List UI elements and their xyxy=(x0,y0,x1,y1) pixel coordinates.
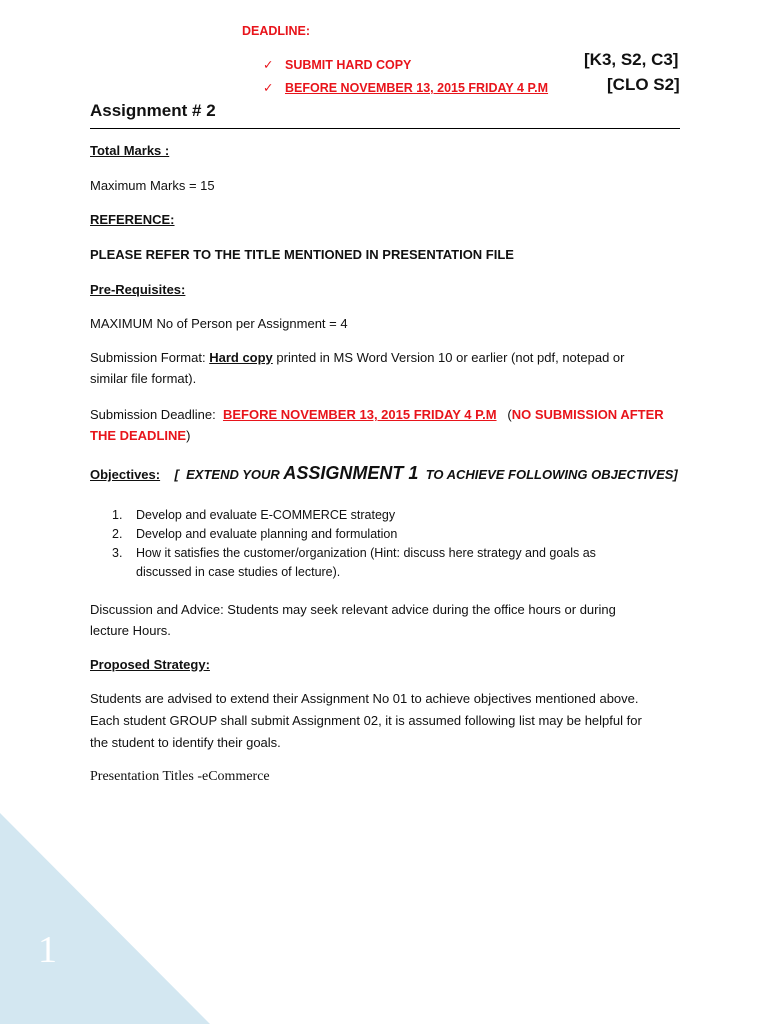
corner-decoration xyxy=(0,813,210,1024)
deadline-bullet-2-text: BEFORE NOVEMBER 13, 2015 FRIDAY 4 P.M xyxy=(285,81,549,95)
objectives-list xyxy=(90,506,680,582)
list-item xyxy=(90,525,680,544)
list-item-text: Develop and evaluate E-COMMERCE strategy xyxy=(136,508,396,522)
page-title: Assignment # 2 xyxy=(90,101,216,120)
list-item-text-cont: discussed in case studies of lecture). xyxy=(136,565,341,579)
paren-close: ) xyxy=(186,428,191,443)
maximum-marks: Maximum Marks = 15 xyxy=(90,178,215,193)
list-item xyxy=(90,506,680,525)
reference-text: PLEASE REFER TO THE TITLE MENTIONED IN PRESENTATION FILE xyxy=(90,247,514,262)
tag-k3-s2-c3: [K3, S2, C3] xyxy=(584,50,679,69)
total-marks-label: Total Marks : xyxy=(90,143,170,158)
prereq-label: Pre-Requisites: xyxy=(90,282,186,297)
objectives-tail: TO ACHIEVE FOLLOWING OBJECTIVES] xyxy=(425,467,678,482)
discussion-line-2: lecture Hours. xyxy=(90,623,171,638)
list-number: 2. xyxy=(112,527,123,541)
proposed-line-3: the student to identify their goals. xyxy=(90,735,281,750)
objectives-big: ASSIGNMENT 1 xyxy=(283,463,419,483)
submission-format-label: Submission Format: xyxy=(90,350,206,365)
objectives-heading xyxy=(90,463,678,484)
title-divider xyxy=(90,128,680,129)
list-item-text: How it satisfies the customer/organization (Hint: discuss here strategy and goals as xyxy=(136,546,596,560)
proposed-strategy-label: Proposed Strategy: xyxy=(90,657,210,672)
checkmark-icon: ✓ xyxy=(263,81,274,95)
deadline-bullet-1-text: SUBMIT HARD COPY xyxy=(285,58,412,72)
reference-label: REFERENCE: xyxy=(90,212,175,227)
no-submission-note-2: THE DEADLINE xyxy=(90,428,187,443)
no-submission-note-1: NO SUBMISSION AFTER xyxy=(511,407,664,422)
proposed-line-2: Each student GROUP shall submit Assignment 02, it is assumed following list may be helpful for xyxy=(90,713,642,728)
submission-format xyxy=(90,347,680,389)
list-item-text: Develop and evaluate planning and formulation xyxy=(136,527,398,541)
deadline-label: DEADLINE: xyxy=(242,24,311,38)
discussion-line-1: Discussion and Advice: Students may seek relevant advice during the office hours or during xyxy=(90,602,616,617)
submission-deadline-date: BEFORE NOVEMBER 13, 2015 FRIDAY 4 P.M xyxy=(222,407,497,422)
presentation-titles: Presentation Titles -eCommerce xyxy=(90,769,270,784)
submission-format-emphasis: Hard copy xyxy=(209,350,273,365)
discussion-advice xyxy=(90,599,680,641)
checkmark-icon: ✓ xyxy=(263,58,274,72)
prereq-text: MAXIMUM No of Person per Assignment = 4 xyxy=(90,316,348,331)
tag-clo-s2: [CLO S2] xyxy=(607,75,680,94)
proposed-strategy-text xyxy=(90,688,680,754)
submission-deadline xyxy=(90,404,680,446)
page-number: 1 xyxy=(38,929,57,971)
deadline-bullet-2 xyxy=(263,80,548,95)
list-number: 1. xyxy=(112,508,123,522)
list-number: 3. xyxy=(112,546,123,560)
proposed-line-1: Students are advised to extend their Assignment No 01 to achieve objectives mentioned above. xyxy=(90,691,639,706)
submission-deadline-label: Submission Deadline: xyxy=(90,407,216,422)
objectives-label: Objectives: xyxy=(90,467,161,482)
submission-format-text-2: similar file format). xyxy=(90,371,197,386)
paren-open: ( xyxy=(507,407,512,422)
deadline-bullet-1 xyxy=(263,57,411,72)
objectives-lead: EXTEND YOUR xyxy=(186,467,280,482)
submission-format-text-1: printed in MS Word Version 10 or earlier (not pdf, notepad or xyxy=(276,350,625,365)
list-item xyxy=(90,544,680,582)
objectives-bracket: [ xyxy=(174,467,179,482)
